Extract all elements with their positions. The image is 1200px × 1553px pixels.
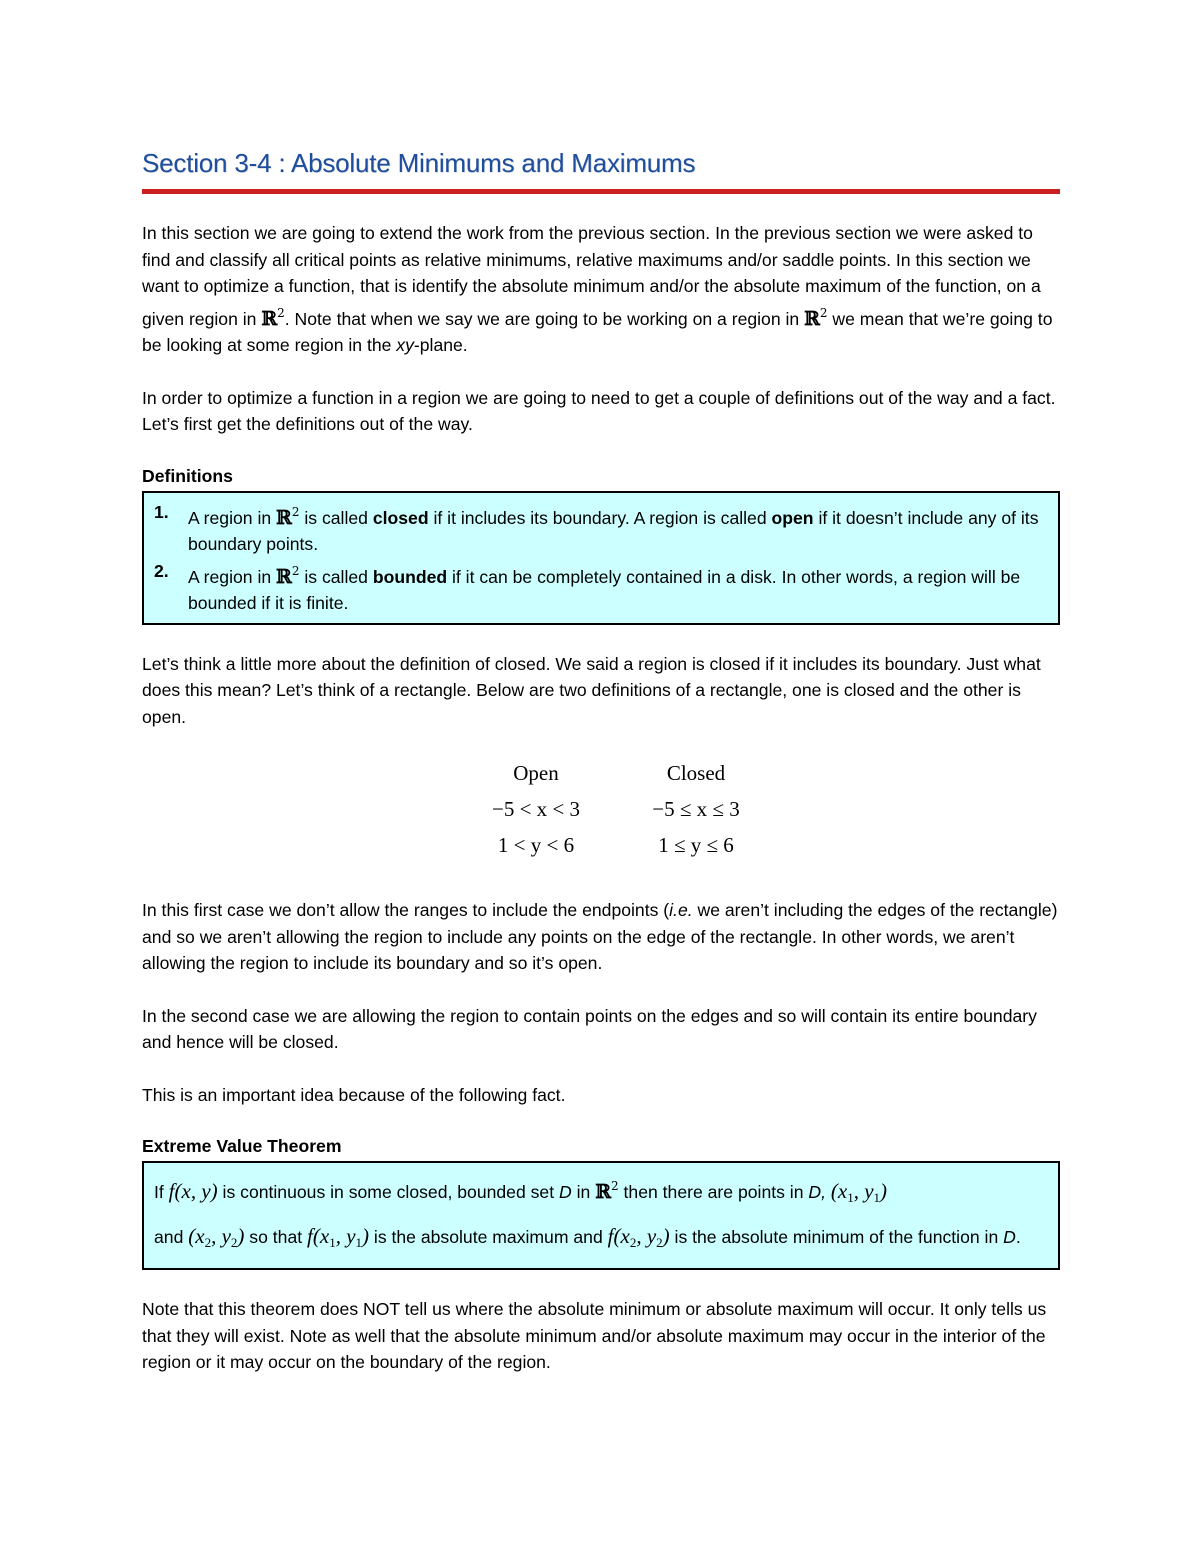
text: is the absolute maximum and bbox=[373, 1227, 603, 1247]
closed-label: Closed bbox=[666, 760, 726, 785]
term-bounded: bounded bbox=[372, 566, 448, 587]
open-label: Open bbox=[513, 760, 559, 785]
point-2 bbox=[188, 1224, 244, 1248]
paragraph-note: Note that this theorem does NOT tell us where the absolute minimum or absolute maximum will occur. It only tells us that they will exist. Note as well that the absolute minimum and/or absolute maximum may occur in the interior of the region or it may occur on the boundary of the region. bbox=[142, 1299, 1047, 1372]
sub: 2 bbox=[629, 1235, 637, 1250]
definitions-box bbox=[142, 491, 1060, 625]
text: . bbox=[1015, 1227, 1021, 1247]
pt: (x bbox=[830, 1179, 848, 1203]
superscript-two: 2 bbox=[291, 563, 300, 578]
set-d: D bbox=[1003, 1227, 1016, 1247]
real-numbers-symbol: ℝ bbox=[261, 307, 278, 330]
closed-x-range: −5 ≤ x ≤ 3 bbox=[652, 796, 740, 821]
text: so that bbox=[249, 1227, 303, 1247]
title-divider bbox=[142, 189, 1060, 194]
pt: ) bbox=[237, 1224, 245, 1248]
definitions-heading: Definitions bbox=[142, 465, 233, 486]
point-2 bbox=[613, 1224, 669, 1248]
intro-text-1: In this section we are going to extend the work from the previous section. In the previous section we were asked to find and classify all critical points as relative minimums, relative maximums and/or saddle points. In this section we want to optimize a function, that is identify the absolute minimum and/or the absolute maximum of the function, on a given region in bbox=[142, 223, 1041, 329]
pt: , y bbox=[211, 1224, 231, 1248]
superscript-two: 2 bbox=[819, 305, 828, 320]
definition-text bbox=[188, 499, 1048, 558]
paragraph-first-case bbox=[142, 897, 1060, 977]
ie-abbrev: i.e. bbox=[669, 900, 693, 920]
def-text: A region in bbox=[188, 507, 272, 528]
set-d: D, bbox=[808, 1182, 826, 1202]
open-y-range: 1 < y < 6 bbox=[497, 832, 575, 857]
sub: 2 bbox=[656, 1235, 663, 1250]
text: and bbox=[154, 1227, 184, 1247]
def-text: is called bbox=[304, 566, 368, 587]
definition-text bbox=[188, 558, 1048, 617]
real-numbers-symbol: ℝ bbox=[595, 1181, 611, 1203]
definition-number: 2. bbox=[154, 560, 169, 581]
closed-y-range: 1 ≤ y ≤ 6 bbox=[658, 832, 734, 857]
pt: (x bbox=[188, 1224, 205, 1248]
pt: ) bbox=[362, 1224, 370, 1248]
sub: 1 bbox=[329, 1235, 336, 1250]
sub: 1 bbox=[873, 1190, 881, 1205]
sub: 1 bbox=[847, 1190, 854, 1205]
definition-item bbox=[154, 558, 1048, 617]
pt: , y bbox=[335, 1224, 356, 1248]
evt-line bbox=[154, 1167, 1048, 1217]
evt-box bbox=[142, 1161, 1060, 1270]
def-text: if it can be completely contained in a disk. In other words, a region will be bounded if it is finite. bbox=[188, 566, 1021, 613]
evt-heading: Extreme Value Theorem bbox=[142, 1136, 342, 1156]
evt-line bbox=[154, 1217, 1048, 1262]
point-1 bbox=[831, 1179, 887, 1203]
def-text: is called bbox=[304, 507, 368, 528]
paragraph-important-idea: This is an important idea because of the following fact. bbox=[142, 1084, 566, 1105]
function-args: (x, y) bbox=[174, 1179, 218, 1203]
sub: 2 bbox=[204, 1235, 212, 1250]
term-closed: closed bbox=[372, 507, 429, 528]
xy-term: xy bbox=[396, 335, 414, 355]
page-title: Section 3-4 : Absolute Minimums and Maximums bbox=[142, 148, 696, 178]
point-1 bbox=[313, 1224, 369, 1248]
table-row bbox=[441, 827, 761, 863]
function-symbol: f bbox=[168, 1179, 175, 1203]
paragraph-optimize: In order to optimize a function in a region we are going to need to get a couple of definitions out of the way and a fact. Let’s first get the definitions out of the way. bbox=[142, 387, 1056, 434]
term-open: open bbox=[771, 507, 814, 528]
definition-item bbox=[154, 499, 1048, 558]
text: is continuous in some closed, bounded set bbox=[222, 1182, 555, 1202]
intro-paragraph bbox=[142, 220, 1060, 359]
pt: ) bbox=[880, 1179, 888, 1203]
function-symbol: f bbox=[307, 1224, 313, 1248]
text: In this first case we don’t allow the ranges to include the endpoints ( bbox=[142, 900, 670, 920]
sub: 2 bbox=[230, 1235, 238, 1250]
pt: (x bbox=[312, 1224, 330, 1248]
text: is the absolute minimum of the function in bbox=[674, 1227, 999, 1247]
pt: , y bbox=[636, 1224, 657, 1248]
text: in bbox=[576, 1182, 591, 1202]
definitions-list bbox=[144, 493, 1058, 623]
text: we aren’t including the edges of the rectangle) and so we aren’t allowing the region to include any points on the edge of the rectangle. In other words, we aren’t allowing the region to include its boundary and so it’s open. bbox=[142, 900, 1058, 973]
intro-text-4: -plane. bbox=[413, 335, 468, 355]
text: If bbox=[154, 1182, 164, 1202]
open-x-range: −5 < x < 3 bbox=[491, 796, 581, 821]
superscript-two: 2 bbox=[291, 504, 300, 519]
pt: (x bbox=[613, 1224, 630, 1248]
real-numbers-symbol: ℝ bbox=[276, 506, 292, 529]
superscript-two: 2 bbox=[277, 305, 285, 320]
definition-number: 1. bbox=[154, 501, 169, 522]
set-d: D bbox=[559, 1182, 572, 1202]
intro-text-2: . Note that when we say we are going to be working on a region in bbox=[284, 308, 800, 329]
rectangle-definitions-table bbox=[441, 755, 761, 863]
def-text: if it doesn’t include any of its boundary points. bbox=[188, 507, 1039, 554]
def-text: A region in bbox=[188, 566, 272, 587]
pt: , y bbox=[853, 1179, 874, 1203]
intro-text-3: we mean that we’re going to be looking at some region in the bbox=[142, 308, 1053, 355]
paragraph-second-case: In the second case we are allowing the region to contain points on the edges and so will contain its entire boundary and hence will be closed. bbox=[142, 1005, 1037, 1052]
function-symbol: f bbox=[607, 1224, 614, 1248]
table-row bbox=[441, 755, 761, 791]
def-text: if it includes its boundary. A region is called bbox=[433, 507, 767, 528]
table-row bbox=[441, 791, 761, 827]
real-numbers-symbol: ℝ bbox=[804, 307, 820, 330]
paragraph-closed: Let’s think a little more about the definition of closed. We said a region is closed if it includes its boundary. Just what does this mean? Let’s think of a rectangle. Below are two definitions of a rectangle, one is closed and the other is open. bbox=[142, 653, 1041, 727]
text: then there are points in bbox=[623, 1182, 804, 1202]
sub: 1 bbox=[355, 1235, 363, 1250]
superscript-two: 2 bbox=[611, 1179, 619, 1193]
document-page bbox=[142, 140, 1060, 1376]
real-numbers-symbol: ℝ bbox=[276, 565, 292, 588]
pt: ) bbox=[662, 1224, 670, 1248]
